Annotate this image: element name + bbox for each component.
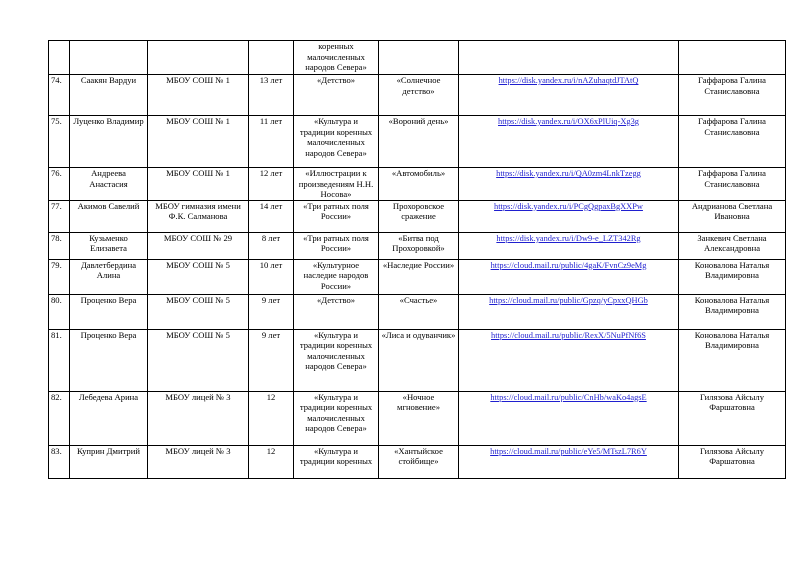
- row-number: [49, 41, 70, 75]
- work-link-cell: [459, 445, 679, 478]
- table-row: [49, 445, 786, 478]
- teacher-name: Коновалова Наталья Владимировна: [679, 259, 786, 294]
- work-link[interactable]: https://cloud.mail.ru/public/RexX/5NuPfNf6S: [491, 330, 646, 340]
- teacher-name: Гаффарова Галина Станиславовна: [679, 116, 786, 168]
- work-link[interactable]: https://cloud.mail.ru/public/CnHb/waKo4agsE: [490, 392, 647, 402]
- participant-age: 8 лет: [249, 232, 294, 259]
- work-link-cell: [459, 329, 679, 391]
- work-title: «Солнечное детство»: [379, 75, 459, 116]
- work-link-cell: [459, 116, 679, 168]
- school-name: МБОУ СОШ № 5: [148, 294, 249, 329]
- teacher-name: Гаффарова Галина Станиславовна: [679, 168, 786, 201]
- nomination: «Три ратных поля России»: [294, 232, 379, 259]
- table-row: [49, 259, 786, 294]
- table-row: [49, 294, 786, 329]
- row-number: 79.: [49, 259, 70, 294]
- participant-age: 9 лет: [249, 294, 294, 329]
- row-number: 74.: [49, 75, 70, 116]
- teacher-name: Занкевич Светлана Александровна: [679, 232, 786, 259]
- school-name: [148, 41, 249, 75]
- school-name: МБОУ СОШ № 1: [148, 168, 249, 201]
- nomination: «Культура и традиции коренных малочисленных народов Севера»: [294, 329, 379, 391]
- participant-name: Кузьменко Елизавета: [70, 232, 148, 259]
- row-number: 78.: [49, 232, 70, 259]
- work-title: «Наследие России»: [379, 259, 459, 294]
- work-link-cell: [459, 168, 679, 201]
- teacher-name: Гилязова Айсылу Фаршатовна: [679, 445, 786, 478]
- work-link-cell: [459, 200, 679, 232]
- row-number: 81.: [49, 329, 70, 391]
- school-name: МБОУ СОШ № 1: [148, 116, 249, 168]
- participant-name: Акимов Савелий: [70, 200, 148, 232]
- work-link[interactable]: https://disk.yandex.ru/i/Dw9-e_LZT342Rg: [496, 233, 641, 243]
- work-link[interactable]: https://disk.yandex.ru/i/QA0zm4LnkTzegg: [496, 169, 641, 178]
- work-link-cell: [459, 232, 679, 259]
- participant-name: Луценко Владимир: [70, 116, 148, 168]
- participant-age: 13 лет: [249, 75, 294, 116]
- nomination: «Культура и традиции коренных малочисленных народов Севера»: [294, 391, 379, 445]
- table-row: [49, 168, 786, 201]
- teacher-name: Коновалова Наталья Владимировна: [679, 329, 786, 391]
- participant-age: 14 лет: [249, 200, 294, 232]
- row-number: 83.: [49, 445, 70, 478]
- work-title: [379, 41, 459, 75]
- nomination: «Детство»: [294, 294, 379, 329]
- school-name: МБОУ гимназия имени Ф.К. Салманова: [148, 200, 249, 232]
- participant-age: 11 лет: [249, 116, 294, 168]
- participant-age: 10 лет: [249, 259, 294, 294]
- row-number: 82.: [49, 391, 70, 445]
- nomination: «Культурное наследие народов России»: [294, 259, 379, 294]
- table-row: [49, 41, 786, 75]
- work-link-cell: [459, 259, 679, 294]
- row-number: 77.: [49, 200, 70, 232]
- teacher-name: [679, 41, 786, 75]
- participant-age: 12: [249, 445, 294, 478]
- work-title: «Лиса и одуванчик»: [379, 329, 459, 391]
- teacher-name: Андрианова Светлана Ивановна: [679, 200, 786, 232]
- work-title: «Хантыйское стойбище»: [379, 445, 459, 478]
- school-name: МБОУ СОШ № 5: [148, 259, 249, 294]
- results-table: [48, 40, 786, 479]
- teacher-name: Гилязова Айсылу Фаршатовна: [679, 391, 786, 445]
- participant-name: Саакян Вардуи: [70, 75, 148, 116]
- participant-age: 12: [249, 391, 294, 445]
- work-title: «Битва под Прохоровкой»: [379, 232, 459, 259]
- participant-name: Лебедева Арина: [70, 391, 148, 445]
- work-link-cell: [459, 75, 679, 116]
- participant-name: Проценко Вера: [70, 294, 148, 329]
- nomination: «Детство»: [294, 75, 379, 116]
- work-link[interactable]: https://cloud.mail.ru/public/Gpzq/yCpxxQHGb: [489, 295, 648, 305]
- work-link[interactable]: https://disk.yandex.ru/i/OX6xPlUiq-Xg3g: [498, 117, 639, 126]
- row-number: 76.: [49, 168, 70, 201]
- nomination: «Иллюстрации к произведениям Н.Н. Носова»: [294, 168, 379, 201]
- school-name: МБОУ лицей № 3: [148, 445, 249, 478]
- school-name: МБОУ лицей № 3: [148, 391, 249, 445]
- participant-age: 9 лет: [249, 329, 294, 391]
- participant-age: [249, 41, 294, 75]
- participant-age: 12 лет: [249, 168, 294, 201]
- participant-name: Проценко Вера: [70, 329, 148, 391]
- participant-name: [70, 41, 148, 75]
- teacher-name: Гаффарова Галина Станиславовна: [679, 75, 786, 116]
- table-row: [49, 232, 786, 259]
- work-link-cell: [459, 294, 679, 329]
- nomination: коренных малочисленных народов Севера»: [294, 41, 379, 75]
- work-link[interactable]: https://disk.yandex.ru/i/PCgQgpaxBgXXPw: [494, 201, 643, 211]
- work-title: «Ночное мгновение»: [379, 391, 459, 445]
- participant-name: Куприн Дмитрий: [70, 445, 148, 478]
- work-title: «Автомобиль»: [379, 168, 459, 201]
- teacher-name: Коновалова Наталья Владимировна: [679, 294, 786, 329]
- work-link[interactable]: https://cloud.mail.ru/public/eYe5/MTszL7R6Y: [490, 446, 647, 456]
- work-link[interactable]: https://disk.yandex.ru/i/nAZuhaqtdJTAtQ: [498, 76, 639, 85]
- table-row: [49, 329, 786, 391]
- participant-name: Андреева Анастасия: [70, 168, 148, 201]
- work-link[interactable]: https://cloud.mail.ru/public/4gaK/FvnCz9eMg: [490, 260, 647, 270]
- table-row: [49, 391, 786, 445]
- participant-name: Давлетбердина Алина: [70, 259, 148, 294]
- nomination: «Культура и традиции коренных: [294, 445, 379, 478]
- row-number: 80.: [49, 294, 70, 329]
- work-title: «Счастье»: [379, 294, 459, 329]
- table-row: [49, 75, 786, 116]
- work-link-cell: [459, 41, 679, 75]
- row-number: 75.: [49, 116, 70, 168]
- table-row: [49, 200, 786, 232]
- school-name: МБОУ СОШ № 5: [148, 329, 249, 391]
- work-title: «Вороний день»: [379, 116, 459, 168]
- table-row: [49, 116, 786, 168]
- work-title: Прохоровское сражение: [379, 200, 459, 232]
- school-name: МБОУ СОШ № 29: [148, 232, 249, 259]
- school-name: МБОУ СОШ № 1: [148, 75, 249, 116]
- nomination: «Культура и традиции коренных малочисленных народов Севера»: [294, 116, 379, 168]
- nomination: «Три ратных поля России»: [294, 200, 379, 232]
- work-link-cell: [459, 391, 679, 445]
